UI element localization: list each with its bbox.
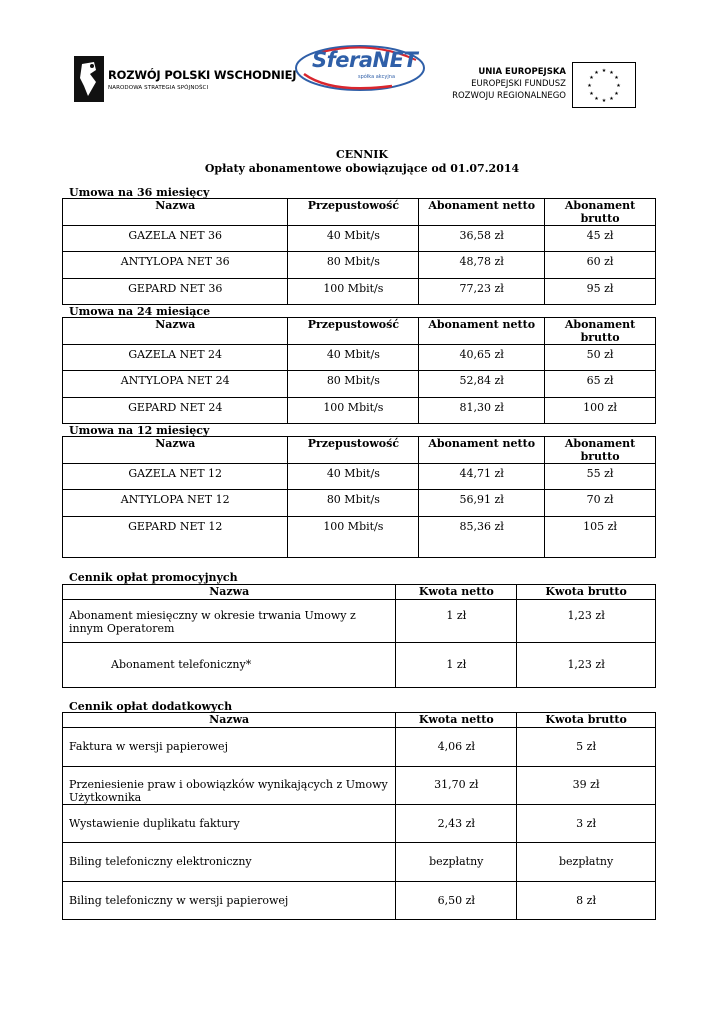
- plan-speed: 40 Mbit/s: [288, 226, 419, 252]
- plan-name: ANTYLOPA NET 36: [63, 252, 288, 279]
- col-header-net: Abonament netto: [419, 437, 545, 464]
- sferanet-logo: [292, 42, 428, 94]
- col-header-net: Abonament netto: [419, 318, 545, 345]
- plan-gross: 105 zł: [545, 517, 656, 558]
- eu-fund-logo: [452, 62, 636, 110]
- col-header-net: Kwota netto: [396, 585, 517, 600]
- eu-line-2: EUROPEJSKI FUNDUSZ: [471, 79, 566, 89]
- rozwoj-polski-wschodniej-logo: [74, 50, 297, 108]
- plan-name: ANTYLOPA NET 24: [63, 371, 288, 398]
- price-table-36: [62, 198, 656, 305]
- svg-text:★: ★: [609, 96, 614, 102]
- col-header-name: Nazwa: [63, 713, 396, 728]
- table-row: [63, 398, 656, 424]
- plan-name: GAZELA NET 36: [63, 226, 288, 252]
- col-header-name: Nazwa: [63, 585, 396, 600]
- col-header-speed: Przepustowość: [288, 318, 419, 345]
- fee-net: 1 zł: [396, 599, 517, 642]
- col-header-speed: Przepustowość: [288, 437, 419, 464]
- fee-name: Biling telefoniczny w wersji papierowej: [63, 881, 396, 919]
- table-row: [63, 226, 656, 252]
- svg-text:★: ★: [614, 91, 619, 97]
- table-row: [63, 371, 656, 398]
- table-row: [63, 599, 656, 642]
- col-header-gross: Kwota brutto: [517, 585, 656, 600]
- col-header-net: Abonament netto: [419, 199, 545, 226]
- fee-net: 2,43 zł: [396, 804, 517, 842]
- table-row: [63, 252, 656, 279]
- table-row: [63, 464, 656, 490]
- eagle-mark-icon: [74, 56, 104, 102]
- plan-net: 44,71 zł: [419, 464, 545, 490]
- plan-speed: 40 Mbit/s: [288, 464, 419, 490]
- fee-net: 1 zł: [396, 642, 517, 687]
- table-row: [63, 727, 656, 766]
- fee-net: 4,06 zł: [396, 727, 517, 766]
- section-title-24: Umowa na 24 miesiące: [69, 305, 211, 318]
- plan-gross: 55 zł: [545, 464, 656, 490]
- table-row: [63, 766, 656, 804]
- section-title-36: Umowa na 36 miesięcy: [69, 186, 210, 199]
- svg-text:★: ★: [616, 83, 621, 89]
- fee-name: Abonament miesięczny w okresie trwania Umowy z innym Operatorem: [63, 599, 396, 642]
- sferanet-wordmark: SferaNET: [312, 48, 418, 72]
- fee-name: Faktura w wersji papierowej: [63, 727, 396, 766]
- promo-table: [62, 584, 656, 688]
- section-title-12: Umowa na 12 miesięcy: [69, 424, 210, 437]
- fee-net: 6,50 zł: [396, 881, 517, 919]
- plan-speed: 100 Mbit/s: [288, 517, 419, 558]
- plan-speed: 100 Mbit/s: [288, 398, 419, 424]
- page-subtitle: Opłaty abonamentowe obowiązujące od 01.07.2014: [204, 162, 520, 175]
- svg-text:★: ★: [594, 70, 599, 76]
- left-logo-title: ROZWÓJ POLSKI WSCHODNIEJ: [108, 68, 297, 82]
- plan-gross: 65 zł: [545, 371, 656, 398]
- table-row: [63, 804, 656, 842]
- table-row: [63, 517, 656, 558]
- col-header-name: Nazwa: [63, 318, 288, 345]
- eu-line-3: ROZWOJU REGIONALNEGO: [452, 91, 566, 101]
- fee-net: bezpłatny: [396, 842, 517, 881]
- table-row: [63, 881, 656, 919]
- col-header-gross: Abonament brutto: [545, 318, 656, 345]
- fee-name: Przeniesienie praw i obowiązków wynikających z Umowy Użytkownika: [63, 766, 396, 804]
- fee-name: Abonament telefoniczny*: [63, 642, 396, 687]
- svg-text:★: ★: [601, 98, 607, 104]
- svg-text:★: ★: [601, 68, 607, 74]
- plan-speed: 80 Mbit/s: [288, 371, 419, 398]
- plan-name: ANTYLOPA NET 12: [63, 490, 288, 517]
- fee-gross: bezpłatny: [517, 842, 656, 881]
- plan-speed: 80 Mbit/s: [288, 252, 419, 279]
- section-title-promo: Cennik opłat promocyjnych: [69, 571, 238, 584]
- plan-name: GEPARD NET 36: [63, 279, 288, 305]
- eu-flag-icon: [572, 62, 636, 108]
- col-header-name: Nazwa: [63, 199, 288, 226]
- svg-text:★: ★: [589, 75, 594, 81]
- svg-text:★: ★: [589, 91, 594, 97]
- fee-net: 31,70 zł: [396, 766, 517, 804]
- table-row: [63, 842, 656, 881]
- fee-name: Biling telefoniczny elektroniczny: [63, 842, 396, 881]
- svg-text:★: ★: [614, 75, 619, 81]
- table-row: [63, 345, 656, 371]
- left-logo-subtitle: NARODOWA STRATEGIA SPÓJNOŚCI: [108, 85, 209, 91]
- plan-gross: 50 zł: [545, 345, 656, 371]
- sferanet-tagline: spółka akcyjna: [358, 74, 396, 80]
- plan-net: 36,58 zł: [419, 226, 545, 252]
- plan-speed: 80 Mbit/s: [288, 490, 419, 517]
- plan-net: 40,65 zł: [419, 345, 545, 371]
- plan-net: 52,84 zł: [419, 371, 545, 398]
- page-title: CENNIK: [336, 148, 388, 161]
- price-table-24: [62, 317, 656, 424]
- extra-fees-table: [62, 712, 656, 920]
- eu-line-1: UNIA EUROPEJSKA: [478, 67, 566, 77]
- plan-name: GAZELA NET 12: [63, 464, 288, 490]
- fee-gross: 8 zł: [517, 881, 656, 919]
- plan-name: GEPARD NET 12: [63, 517, 288, 558]
- plan-speed: 100 Mbit/s: [288, 279, 419, 305]
- plan-net: 56,91 zł: [419, 490, 545, 517]
- plan-net: 85,36 zł: [419, 517, 545, 558]
- plan-name: GAZELA NET 24: [63, 345, 288, 371]
- fee-gross: 3 zł: [517, 804, 656, 842]
- svg-text:★: ★: [594, 96, 599, 102]
- svg-text:★: ★: [609, 70, 614, 76]
- section-title-extra: Cennik opłat dodatkowych: [69, 700, 233, 713]
- fee-gross: 39 zł: [517, 766, 656, 804]
- price-table-12: [62, 436, 656, 558]
- col-header-gross: Kwota brutto: [517, 713, 656, 728]
- table-row: [63, 279, 656, 305]
- table-row: [63, 642, 656, 687]
- col-header-speed: Przepustowość: [288, 199, 419, 226]
- plan-gross: 100 zł: [545, 398, 656, 424]
- plan-gross: 45 zł: [545, 226, 656, 252]
- col-header-name: Nazwa: [63, 437, 288, 464]
- col-header-gross: Abonament brutto: [545, 437, 656, 464]
- fee-gross: 1,23 zł: [517, 599, 656, 642]
- svg-text:★: ★: [587, 83, 592, 89]
- plan-name: GEPARD NET 24: [63, 398, 288, 424]
- plan-gross: 60 zł: [545, 252, 656, 279]
- col-header-net: Kwota netto: [396, 713, 517, 728]
- fee-name: Wystawienie duplikatu faktury: [63, 804, 396, 842]
- plan-net: 77,23 zł: [419, 279, 545, 305]
- fee-gross: 1,23 zł: [517, 642, 656, 687]
- table-row: [63, 490, 656, 517]
- plan-net: 81,30 zł: [419, 398, 545, 424]
- plan-gross: 95 zł: [545, 279, 656, 305]
- plan-gross: 70 zł: [545, 490, 656, 517]
- fee-gross: 5 zł: [517, 727, 656, 766]
- col-header-gross: Abonament brutto: [545, 199, 656, 226]
- plan-speed: 40 Mbit/s: [288, 345, 419, 371]
- plan-net: 48,78 zł: [419, 252, 545, 279]
